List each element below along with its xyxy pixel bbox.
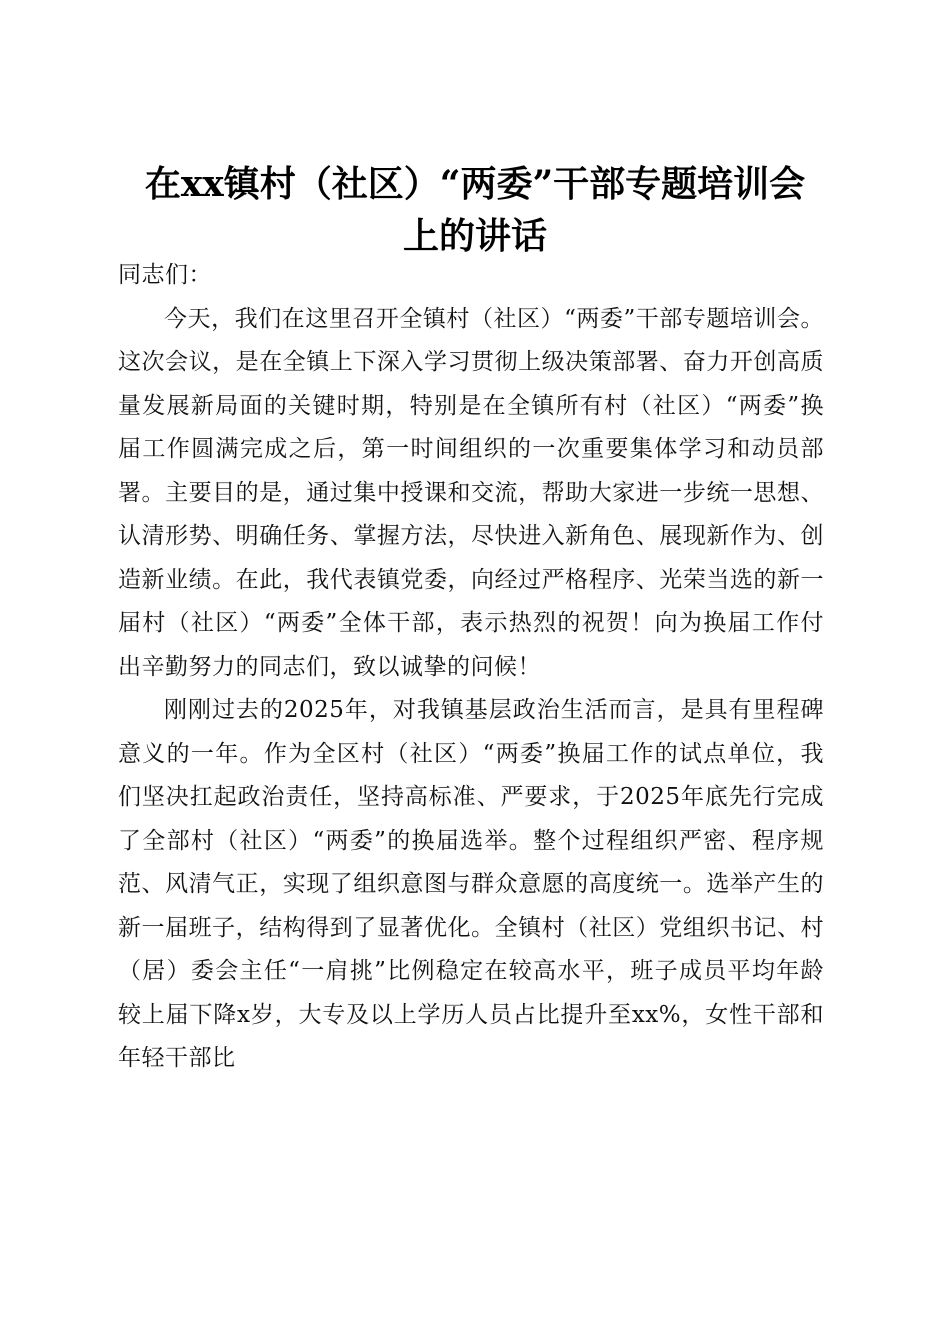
- title-line-1: 在xx镇村（社区）“两委”干部专题培训会: [144, 163, 806, 206]
- document-body: [118, 254, 824, 1081]
- title-line-2: 上的讲话: [402, 215, 547, 258]
- paragraph-1: 今天，我们在这里召开全镇村（社区）“两委”干部专题培训会。这次会议，是在全镇上下深入学习贯彻上级决策部署、奋力开创高质量发展新局面的关键时期，特别是在全镇所有村（社区）“两委”换届工作圆满完成之后，第一时间组织的一次重要集体学习和动员部署。主要目的是，通过集中授课和交流，帮助大家进一步统一思想、认清形势、明确任务、掌握方法，尽快进入新角色、展现新作为、创造新业绩。在此，我代表镇党委，向经过严格程序、光荣当选的新一届村（社区）“两委”全体干部，表示热烈的祝贺！向为换届工作付出辛勤努力的同志们，致以诚挚的问候！: [118, 305, 824, 680]
- salutation: 同志们：: [118, 262, 212, 288]
- document-title: [100, 158, 850, 262]
- paragraph-2: 刚刚过去的2025年，对我镇基层政治生活而言，是具有里程碑意义的一年。作为全区村（社区）“两委”换届工作的试点单位，我们坚决扛起政治责任，坚持高标准、严要求，于2025年底先行完成了全部村（社区）“两委”的换届选举。整个过程组织严密、程序规范、风清气正，实现了组织意图与群众意愿的高度统一。选举产生的新一届班子，结构得到了显著优化。全镇村（社区）党组织书记、村（居）委会主任“一肩挑”比例稳定在较高水平，班子成员平均年龄较上届下降x岁，大专及以上学历人员占比提升至xx%，女性干部和年轻干部比: [118, 697, 824, 1071]
